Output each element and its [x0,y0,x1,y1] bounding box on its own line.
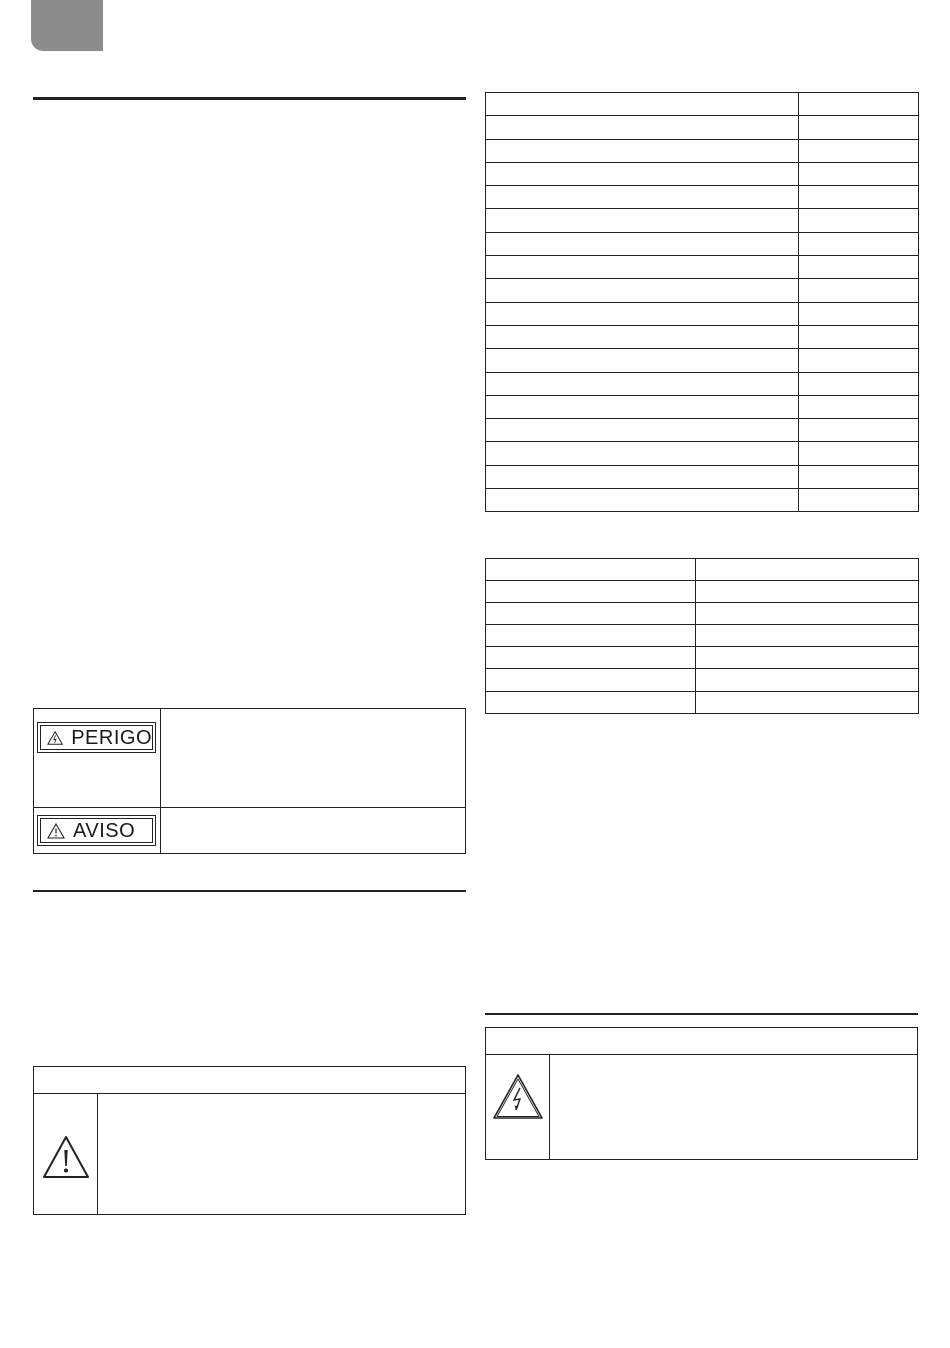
table-row [486,442,919,465]
warning-box-header [34,1067,465,1094]
table-row [486,395,919,418]
danger-badge [37,722,156,753]
warning-box-divider [97,1094,98,1215]
table-row [486,139,919,162]
table-row [486,489,919,512]
section-rule-mid-left [33,890,466,892]
signal-word-table [33,708,466,854]
table-row [486,256,919,279]
large-exclamation-triangle-icon [42,1135,90,1179]
table-row [486,232,919,255]
table-row [486,603,919,625]
high-voltage-triangle-icon [491,1072,545,1122]
electric-hazard-triangle-icon [47,730,63,746]
table-row [486,625,919,647]
table-row [486,465,919,488]
table-row [486,302,919,325]
table-row [486,279,919,302]
warning-label: AVISO [73,819,136,842]
table-row [486,116,919,139]
electrical-box-header [486,1028,917,1055]
signal-row-warning [34,808,465,853]
warning-badge [37,815,156,846]
table-row [486,647,919,669]
table-row [486,372,919,395]
page-corner-tab [31,0,103,51]
danger-label: PERIGO [71,726,152,749]
specifications-table [485,92,919,512]
exclamation-triangle-icon [47,823,65,839]
table-row [486,691,919,713]
table-row [486,162,919,185]
signal-row-danger [34,709,465,808]
table-row [486,559,919,581]
table-row [486,669,919,691]
electrical-box-divider [549,1055,550,1160]
electrical-warning-box [485,1027,918,1160]
table-row [486,419,919,442]
table-row [486,581,919,603]
table-row [486,349,919,372]
secondary-table [485,558,919,714]
section-rule-top-left [33,97,466,100]
table-row [486,325,919,348]
section-rule-right [485,1013,918,1015]
table-row [486,93,919,116]
general-warning-box [33,1066,466,1215]
table-row [486,209,919,232]
table-row [486,186,919,209]
signal-table-divider [160,709,161,853]
